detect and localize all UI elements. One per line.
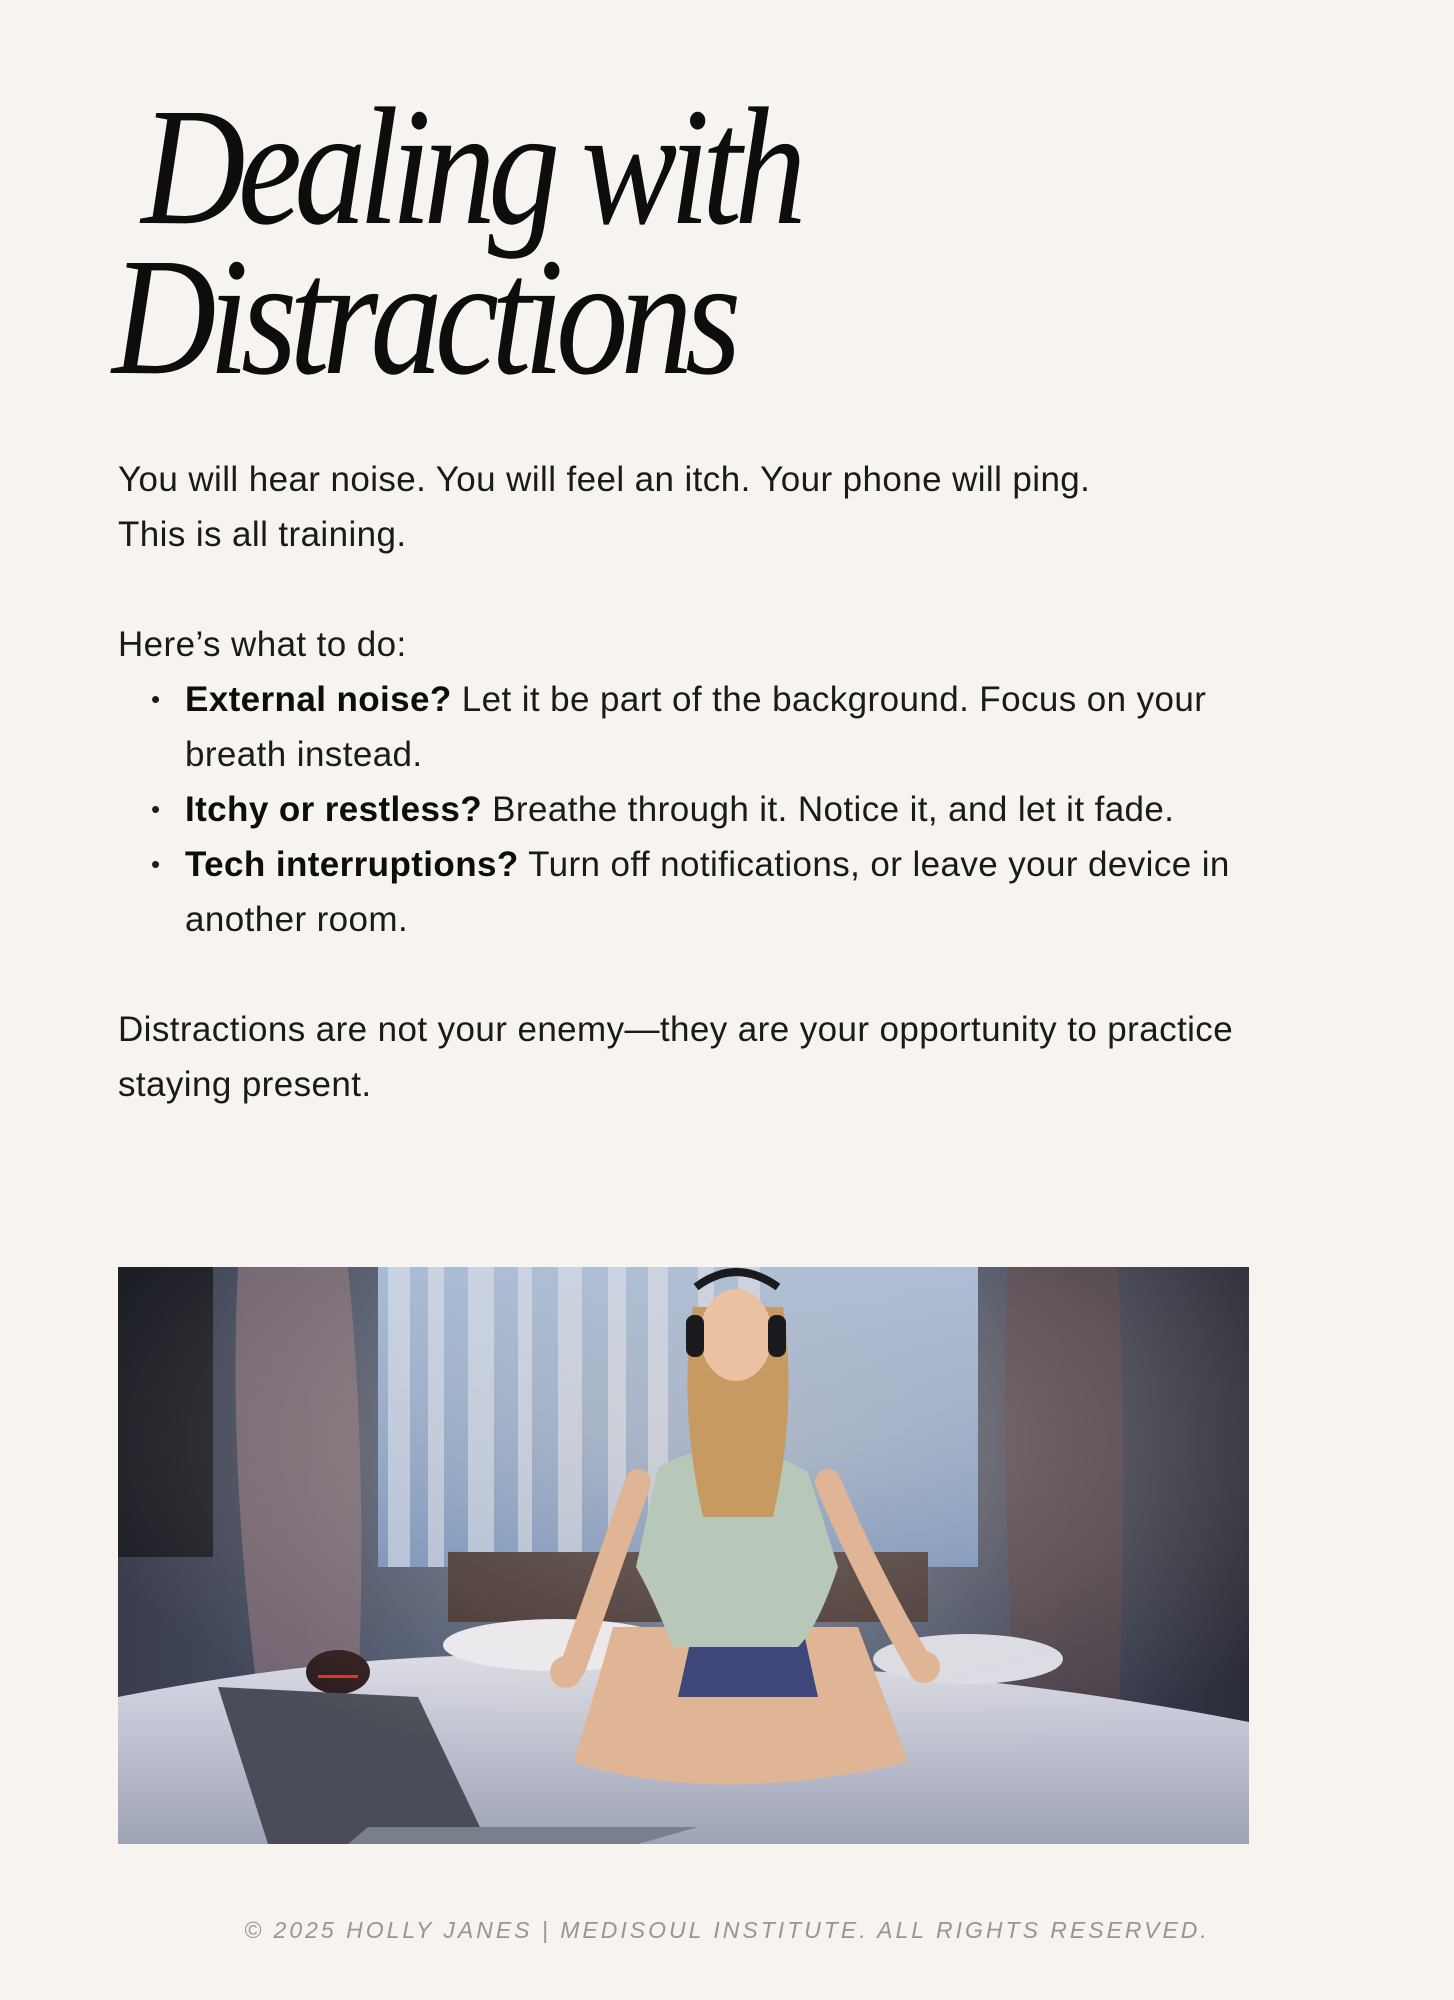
tips-heading: Here’s what to do: [118, 625, 407, 664]
tip-item [151, 672, 1238, 782]
tip-label: Tech interruptions? [185, 845, 519, 884]
copyright-footer: © 2025 HOLLY JANES | MEDISOUL INSTITUTE. ALL RIGHTS RESERVED. [244, 1917, 1210, 1943]
closing-paragraph: Distractions are not your enemy—they are your opportunity to practice staying present. [118, 1010, 1234, 1104]
tip-item [151, 782, 1238, 837]
tip-label: Itchy or restless? [185, 790, 483, 829]
tip-text: Let it be part of the background. Focus on your breath instead. [185, 680, 1207, 774]
page-title-line-1: Dealing with [141, 74, 799, 260]
meditation-illustration [118, 1267, 1249, 1844]
intro-paragraph [118, 452, 1238, 562]
page-title [112, 74, 799, 410]
tip-text: Turn off notifications, or leave your device in another room. [185, 845, 1230, 939]
intro-line-2: This is all training. [118, 515, 407, 554]
bullet-icon: • [151, 794, 161, 824]
body-text [118, 452, 1238, 1112]
intro-line-1: You will hear noise. You will feel an itch. Your phone will ping. [118, 460, 1091, 499]
bullet-icon: • [151, 684, 161, 714]
page-title-line-2: Distractions [112, 224, 734, 410]
paragraph-spacer [118, 562, 1238, 617]
tips-list [118, 672, 1238, 947]
meditation-photo [118, 1267, 1249, 1844]
tip-text: Breathe through it. Notice it, and let it fade. [492, 790, 1175, 829]
tip-label: External noise? [185, 680, 452, 719]
paragraph-spacer [118, 947, 1238, 1002]
bullet-icon: • [151, 849, 161, 879]
tip-item [151, 837, 1238, 947]
